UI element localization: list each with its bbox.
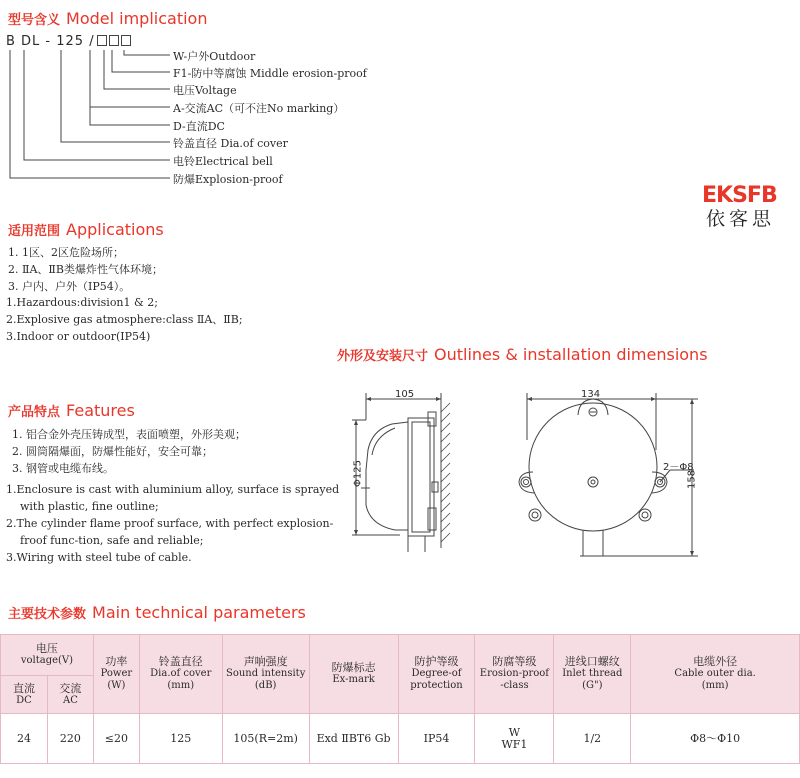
features-title-cn: 产品特点 [8,405,61,420]
header-dc-en: DC [16,694,32,706]
features-cn-item: 3. 钢管或电缆布线。 [12,462,114,475]
header-dia-cn: 铃盖直径 [158,655,203,668]
header-power-en: Power [100,668,133,679]
cell-erosion-2: WF1 [501,737,528,751]
applications-cn-item: 3. 户内、户外（IP54）。 [8,280,131,293]
header-ip-cn: 防护等级 [414,655,459,668]
header-erosion-en: Erosion-proof [479,668,549,679]
applications-en-item: 2.Explosive gas atmosphere:class ⅡA、ⅡB; [6,313,243,326]
header-ip [398,635,475,714]
legend-item: 防爆Explosion-proof [173,173,283,186]
legend-item: A-交流AC（可不注No marking） [173,102,345,115]
header-erosion-cn: 防腐等级 [492,655,537,668]
header-ip-en2: protection [410,680,463,691]
header-voltage-en: voltage(V) [20,655,74,666]
dim-width-label: 105 [395,389,415,400]
features-en-item: with plastic, fine outline; [20,500,159,513]
applications-title-en: Applications [66,220,164,239]
header-power-cn: 功率 [105,655,128,668]
header-power [93,635,139,714]
cell-dia: 125 [139,714,222,764]
dim-dia-label: Φ125 [352,460,364,487]
legend-item: 铃盖直径 Dia.of cover [173,137,288,150]
features-title-en: Features [66,401,135,420]
front-view-drawing [510,385,700,565]
header-sound [222,635,309,714]
header-cable [631,635,800,714]
brand-name-cn: 依客思 [706,208,776,230]
model-leader-lines [0,0,180,190]
applications-en-list [6,294,243,345]
header-erosion-en2: -class [500,680,529,691]
header-voltage [1,635,94,676]
applications-title-cn: 适用范围 [8,224,61,239]
header-ex-en: Ex-mark [332,674,375,685]
header-dia [139,635,222,714]
dim-height-label: 158 [686,469,698,490]
header-inlet-unit: (G") [582,680,603,691]
cell-dc: 24 [1,714,48,764]
features-en-item: 1.Enclosure is cast with aluminium alloy, surface is sprayed [6,483,340,496]
header-ac-en: AC [62,694,78,706]
cell-erosion-1: W [508,725,521,739]
header-dc-cn: 直流 [12,681,35,695]
model-code-text: B DL - 125 / [6,34,95,49]
brand-logo: EKSFB [702,183,777,208]
params-title [8,603,306,622]
header-ac [47,676,93,714]
cell-ip: IP54 [398,714,475,764]
features-en-list [6,481,339,566]
header-inlet-en: Inlet thread [562,668,623,679]
header-sound-cn: 声响强度 [243,655,288,668]
header-ac-cn: 交流 [59,681,82,695]
header-voltage-cn: 电压 [35,642,58,655]
outlines-title-cn: 外形及安装尺寸 [337,349,429,364]
outlines-title [337,345,708,364]
header-sound-en: Sound intensity [226,668,306,679]
header-ex-cn: 防爆标志 [331,661,376,674]
header-dia-unit: (mm) [167,680,195,691]
params-title-cn: 主要技术参数 [8,607,87,622]
params-title-en: Main technical parameters [92,603,306,622]
header-cable-cn: 电缆外径 [693,655,738,668]
features-en-item: 2.The cylinder flame proof surface, with perfect explosion- [6,517,334,530]
cell-ac: 220 [47,714,93,764]
params-table [0,634,800,764]
header-ip-en: Degree-of [411,668,462,679]
header-dia-en: Dia.of cover [150,668,212,679]
header-cable-unit: (mm) [701,680,729,691]
applications-en-item: 3.Indoor or outdoor(IP54) [6,330,151,343]
header-sound-unit: (dB) [254,680,277,691]
table-row [1,714,800,764]
features-title [8,401,135,420]
legend-item: W-户外Outdoor [173,50,256,63]
dim-holes-label: 2－Φ8 [663,462,694,473]
features-en-item: froof func-tion, safe and reliable; [20,534,204,547]
outlines-title-en: Outlines & installation dimensions [434,345,708,364]
cell-power: ≤20 [93,714,139,764]
applications-cn-item: 1. 1区、2区危险场所； [8,246,124,259]
features-cn-list [12,426,246,477]
legend-item: 电铃Electrical bell [173,155,273,168]
header-inlet [554,635,631,714]
header-inlet-cn: 进线口螺纹 [564,655,620,668]
model-title-en: Model implication [66,9,208,28]
legend-item: 电压Voltage [173,84,237,97]
header-ex [309,635,398,714]
header-cable-en: Cable outer dia. [674,668,756,679]
model-title-cn: 型号含义 [8,13,61,28]
legend-item: D-直流DC [173,120,225,133]
applications-cn-list [8,244,163,295]
cell-erosion [475,714,554,764]
applications-title [8,220,164,239]
features-cn-item: 2. 圆筒隔爆面，防爆性能好，安全可靠； [12,445,213,458]
cell-inlet: 1/2 [554,714,631,764]
applications-en-item: 1.Hazardous:division1 & 2; [6,296,159,309]
features-cn-item: 1. 铝合金外壳压铸成型，表面喷塑，外形美观； [12,428,246,441]
header-power-unit: (W) [107,680,126,691]
legend-item: F1-防中等腐蚀 Middle erosion-proof [173,67,367,80]
applications-cn-item: 2. ⅡA、ⅡB类爆炸性气体环境； [8,263,163,276]
header-erosion [475,635,554,714]
features-en-item: 3.Wiring with steel tube of cable. [6,551,192,564]
dim-front-width-label: 134 [581,389,601,400]
header-dc [1,676,48,714]
cell-ex: Exd ⅡBT6 Gb [309,714,398,764]
cell-sound: 105(R=2m) [222,714,309,764]
header-row [1,635,800,676]
cell-cable: Φ8～Φ10 [631,714,800,764]
